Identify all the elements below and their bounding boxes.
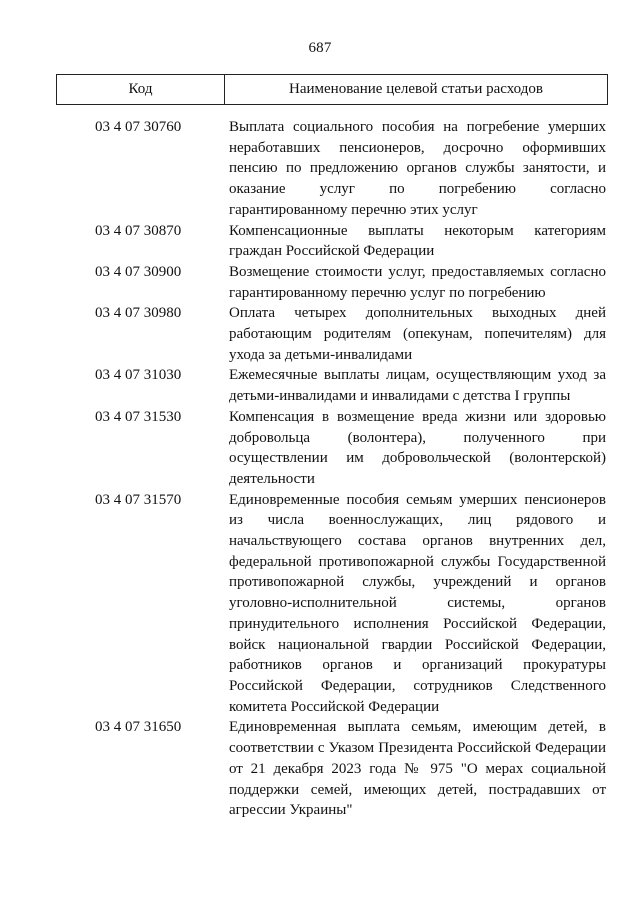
row-description: Компенсация в возмещение вреда жизни или здоровью добровольца (волонтера), полученного при осуществлении им добровольческой (волонтерской) деятельности [229,408,606,487]
row-description: Ежемесячные выплаты лицам, осуществляющим уход за детьми-инвалидами и инвалидами с детства I группы [229,367,606,405]
row-code: 03 4 07 30980 [95,305,182,322]
row-description: Компенсационные выплаты некоторым категориям граждан Российской Федерации [229,222,606,260]
row-code: 03 4 07 30870 [95,222,182,239]
table-row [0,490,640,718]
row-description: Выплата социального пособия на погребение умерших неработавших пенсионеров, досрочно оформивших пенсию по предложению органов службы занятости, и оказание услуг по погребению согласно гарантированному перечню этих услуг [229,119,606,218]
row-code: 03 4 07 31030 [95,367,182,384]
header-name: Наименование целевой статьи расходов [289,81,543,97]
table-row [0,221,640,262]
row-code: 03 4 07 31650 [95,719,182,736]
table-row [0,303,640,365]
table-row [0,117,640,221]
row-code: 03 4 07 31570 [95,491,182,508]
row-description: Оплата четырех дополнительных выходных дней работающим родителям (опекунам, попечителям) для ухода за детьми-инвалидами [229,305,606,363]
table-row [0,365,640,406]
page-number: 687 [308,40,332,56]
row-description: Единовременные пособия семьям умерших пенсионеров из числа военнослужащих, лиц рядового и начальствующего состава органов внутренних дел, федеральной противопожарной службы Государственной противопожарной службы, учреждений и органов уголовно-исполнительной системы, органов принудительного исполнения Российской Федерации, войск национальной гвардии Российской Федерации, работников органов и организаций прокуратуры Российской Федерации, сотрудников Следственного комитета Российской Федерации [229,491,606,715]
row-code: 03 4 07 30900 [95,263,182,280]
table-row [0,262,640,303]
table-row [0,407,640,490]
row-description: Единовременная выплата семьям, имеющим детей, в соответствии с Указом Президента Российской Федерации от 21 декабря 2023 года № 975 "О мерах социальной поддержки семей, имеющих детей, пострадавших от агрессии Украины" [229,719,606,819]
table-body [0,117,640,821]
header-code: Код [57,75,225,104]
row-description: Возмещение стоимости услуг, предоставляемых согласно гарантированному перечню услуг по погребению [229,263,606,301]
table-header [56,74,608,105]
row-code: 03 4 07 30760 [95,119,182,135]
table-row [0,717,640,821]
row-code: 03 4 07 31530 [95,408,182,425]
